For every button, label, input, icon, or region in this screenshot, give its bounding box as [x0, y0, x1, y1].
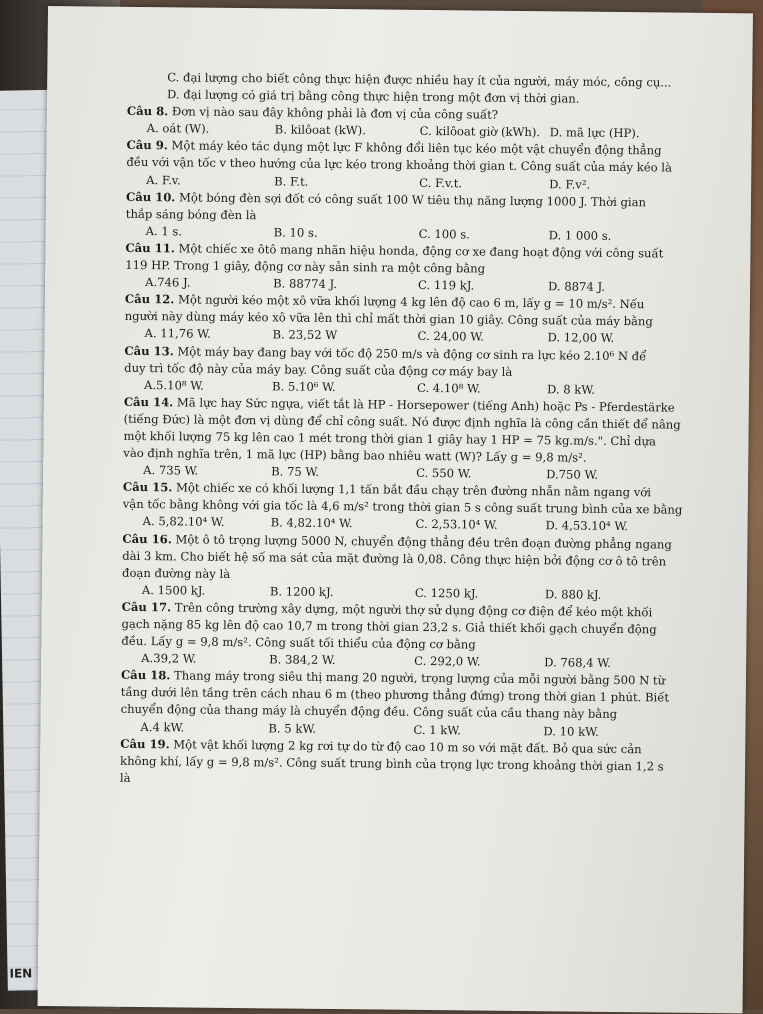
answer-option-b: B. 1200 kJ.	[269, 584, 334, 599]
answer-option-a: A. 11,76 W.	[144, 326, 211, 342]
answer-option-a: A. 5,82.10⁴ W.	[142, 514, 225, 530]
question-text: Một máy kéo tác dụng một lực F không đổi liên tục kéo một vật chuyển động thẳng	[167, 138, 662, 158]
text-line: chuyển động của thang máy là chuyển động đều. Công suất của cầu thang này bằng	[120, 702, 618, 722]
text-line: người này dùng máy kéo xô vữa lên thì chỉ mất thời gian 10 giây. Công suất của máy bằng	[124, 309, 653, 329]
question-text: Một chiếc xe có khối lượng 1,1 tấn bắt đầu chạy trên đường nhẵn nằm ngang với	[172, 480, 652, 500]
answer-option-c: C. 119 kJ.	[418, 278, 475, 293]
text-line: đều. Lấy g = 9,8 m/s². Công suất tối thiểu của động cơ bằng	[121, 633, 476, 652]
text-line: dài 3 km. Cho biết hệ số ma sát của mặt đường là 0,08. Công thực hiện bởi động cơ ô tô trên	[122, 548, 667, 569]
answer-option-c: C. 100 s.	[418, 226, 470, 242]
question-text: Một vật khối lượng 2 kg rơi tự do từ độ cao 10 m so với mặt đất. Bỏ qua sức cản	[169, 736, 642, 756]
answer-option-d: D. 12,00 W.	[547, 330, 615, 346]
question-text: Một máy bay đang bay với tốc độ 250 m/s và động cơ sinh ra lực kéo 2.10⁶ N để	[173, 343, 647, 363]
answer-option-c: C. 1 kW.	[413, 722, 462, 737]
question-text: Đơn vị nào sau đây không phải là đơn vị của công suất?	[168, 104, 499, 122]
question-text: Trên công trường xây dựng, một người thợ sử dụng động cơ điện để kéo một khối	[171, 600, 653, 620]
question-text: Một ô tô trọng lượng 5000 N, chuyển động thẳng đều trên đoạn đường phẳng ngang	[171, 531, 672, 552]
question-number: Câu 16.	[122, 531, 172, 546]
answer-option-a: A.746 J.	[145, 275, 191, 290]
question-text: Mã lực hay Sức ngựa, viết tắt là HP - Horsepower (tiếng Anh) hoặc Ps - Pferdestärke	[173, 395, 675, 415]
answer-option-a: A. 1 s.	[145, 223, 183, 239]
answer-option-b: B. 5.10⁶ W.	[271, 379, 336, 394]
question-number: Câu 13.	[124, 343, 174, 358]
answer-option-c: C. 550 W.	[416, 466, 472, 481]
text-line: một khối lượng 75 kg lên cao 1 mét trong thời gian 1 giây hay 1 HP = 75 kg.m/s.". Chỉ dựa	[123, 428, 657, 449]
answer-option-d: D. 4,53.10⁴ W.	[545, 518, 629, 534]
answer-option-c: C. 2,53.10⁴ W.	[415, 517, 498, 533]
worksheet-page	[38, 6, 753, 1013]
answer-option-d: D. 768,4 W.	[544, 655, 611, 671]
answer-option-d: D. F.v².	[549, 176, 591, 192]
text-line: đoạn đường này là	[121, 565, 231, 581]
answer-option-a: A. oát (W).	[146, 121, 210, 136]
answer-option-b: B. 4,82.10⁴ W.	[270, 515, 353, 531]
answer-option-c: C. kilôoat giờ (kWh).	[419, 124, 541, 140]
answer-option-b: B. F.t.	[274, 173, 309, 189]
question-number: Câu 9.	[126, 138, 168, 153]
question-number: Câu 8.	[126, 104, 169, 119]
answer-option-c: C. F.v.t.	[419, 175, 463, 190]
answer-option-d: D. 8874 J.	[548, 279, 606, 294]
text-line: thắp sáng bóng đèn là	[125, 206, 257, 222]
answer-option-c: C. 1250 kJ.	[414, 585, 479, 601]
answer-option-a: A.5.10⁸ W.	[143, 377, 204, 393]
question-number: Câu 18.	[120, 668, 171, 683]
text-line: vào định nghĩa trên, 1 mã lực (HP) bằng bao nhiêu watt (W)? Lấy g = 9,8 m/s².	[123, 445, 587, 465]
text-line: D. đại lượng có giá trị bằng công thực hiện trong một đơn vị thời gian.	[167, 87, 580, 106]
answer-option-c: C. 24,00 W.	[417, 329, 484, 344]
answer-option-a: A. F.v.	[146, 172, 181, 187]
answer-option-c: C. 4.10⁸ W.	[416, 380, 481, 396]
answer-option-d: D. 10 kW.	[543, 723, 599, 739]
answer-option-d: D. mã lực (HP).	[549, 125, 640, 141]
text-line: là	[119, 770, 131, 785]
question-text: Một người kéo một xô vữa khối lượng 4 kg lên độ cao 6 m, lấy g = 10 m/s². Nếu	[174, 292, 645, 312]
question-number: Câu 12.	[124, 292, 175, 307]
answer-option-a: A.4 kW.	[140, 719, 185, 735]
text-line: tầng dưới lên tầng trên cách nhau 6 m (theo phương thẳng đứng) trong thời gian 1 phút. Biết	[120, 685, 670, 705]
answer-option-b: B. 384,2 W.	[269, 652, 336, 668]
answer-option-b: B. 10 s.	[273, 225, 318, 240]
question-number: Câu 10.	[125, 189, 176, 205]
answer-option-b: B. 23,52 W	[272, 327, 338, 343]
text-line: vận tốc bằng không với gia tốc là 4,6 m/s² trong thời gian 5 s công suất trung bình của xe bằng	[122, 497, 683, 518]
question-number: Câu 17.	[121, 599, 172, 615]
question-text: Một chiếc xe ôtô mang nhãn hiệu honda, động cơ xe đang hoạt động với công suất	[174, 241, 664, 261]
answer-option-a: A. 735 W.	[143, 463, 199, 478]
answer-option-c: C. 292,0 W.	[414, 654, 481, 669]
answer-option-b: B. 88774 J.	[273, 276, 338, 292]
text-line: gạch nặng 85 kg lên độ cao 10,7 m trong thời gian 23,2 s. Giả thiết khối gạch chuyển động	[121, 616, 657, 637]
text-line: (tiếng Đức) là một đơn vị dùng để chỉ công suất. Nó được định nghĩa là công cần thiết để nâng	[123, 411, 681, 432]
question-number: Câu 14.	[123, 394, 174, 410]
question-number: Câu 11.	[125, 240, 175, 256]
answer-option-a: A. 1500 kJ.	[141, 582, 206, 598]
worksheet-content	[120, 69, 763, 794]
answer-option-a: A.39,2 W.	[141, 651, 197, 666]
text-line: đều với vận tốc v theo hướng của lực kéo trong khoảng thời gian t. Công suất của máy kéo là	[126, 155, 673, 176]
text-line: duy trì tốc độ này của máy bay. Công suất của động cơ máy bay là	[124, 360, 513, 379]
notebook-label: IEN	[9, 966, 33, 981]
answer-option-d: D. 1 000 s.	[548, 228, 612, 243]
answer-option-d: D. 8 kW.	[546, 381, 596, 397]
question-number: Câu 19.	[120, 736, 170, 751]
question-text: Một bóng đèn sợi đốt có công suất 100 W tiêu thụ năng lượng 1000 J. Thời gian	[175, 190, 647, 209]
answer-option-b: B. kilôoat (kW).	[274, 122, 367, 138]
answer-option-b: B. 75 W.	[271, 464, 320, 480]
question-number: Câu 15.	[122, 480, 173, 495]
question-text: Thang máy trong siêu thị mang 20 người, trọng lượng của mỗi người bằng 500 N từ	[170, 668, 666, 688]
text-line: C. đại lượng cho biết công thực hiện được nhiều hay ít của người, máy móc, công cụ...	[167, 70, 672, 90]
text-line: 119 HP. Trong 1 giây, động cơ này sản sinh ra một công bằng	[125, 257, 486, 276]
answer-option-b: B. 5 kW.	[268, 720, 317, 736]
answer-option-d: D. 880 kJ.	[544, 587, 602, 602]
text-line: không khí, lấy g = 9,8 m/s². Công suất trung bình của trọng lực trong khoảng thời gian 1,2 s	[120, 753, 664, 774]
answer-option-d: D.750 W.	[546, 467, 599, 482]
